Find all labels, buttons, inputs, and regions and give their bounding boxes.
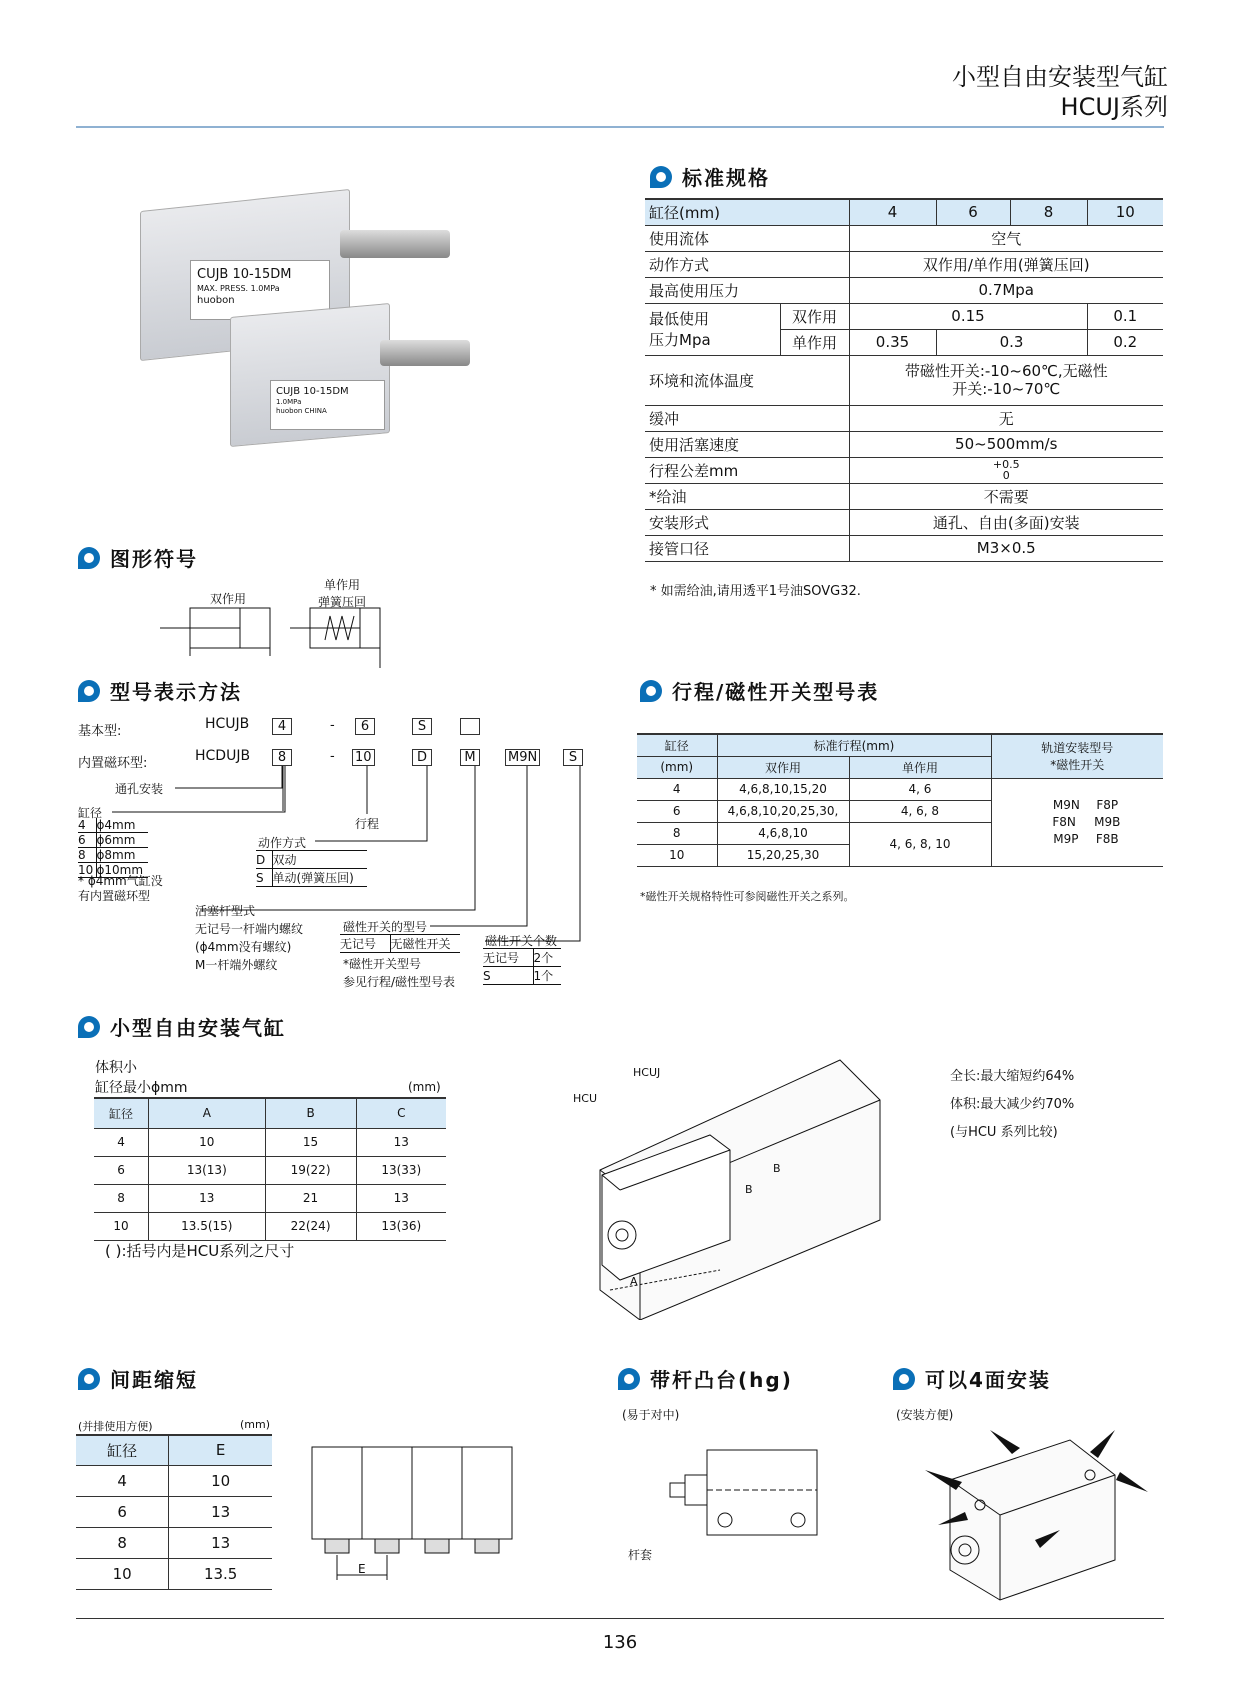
section-title: 图形符号: [110, 547, 198, 571]
pitch-diagram: [310, 1445, 520, 1585]
footer-rule: [76, 1618, 1164, 1619]
cell: 13: [356, 1128, 446, 1156]
label-model-2: CUJB 10-15DM: [276, 386, 349, 397]
cell: 13: [169, 1527, 272, 1558]
code: 无记号: [483, 949, 533, 967]
double-label: 双作用: [780, 303, 849, 329]
page-number: 136: [602, 1632, 638, 1653]
section-bullet-icon: [78, 1016, 100, 1038]
spec-value: 空气: [849, 225, 1163, 251]
section-bullet-icon: [78, 680, 100, 702]
spec-value: 50~500mm/s: [849, 431, 1163, 457]
cell: 15: [265, 1128, 356, 1156]
count-code-table: [483, 948, 561, 985]
code: 10: [78, 863, 96, 878]
label-press-value: 1.0MPa: [250, 284, 280, 293]
compact-table: [94, 1097, 446, 1241]
spec-key: 动作方式: [645, 251, 849, 277]
bore-header: 缸径(mm): [645, 199, 849, 225]
diag-b-big: B: [773, 1162, 781, 1175]
single-value-10: 0.2: [1087, 329, 1163, 355]
desc: 双动: [272, 851, 367, 869]
bore-4: 4: [849, 199, 936, 225]
spec-key: 安装形式: [645, 509, 849, 535]
cell: 4: [94, 1128, 149, 1156]
symbol-double-label: 双作用: [210, 592, 247, 606]
double-cell: 4,6,8,10: [717, 822, 849, 844]
section-boss: [618, 1364, 793, 1393]
bore-10: 10: [1087, 199, 1163, 225]
section-symbol: [78, 543, 198, 572]
desc: ϕ10mm: [96, 863, 148, 878]
compact-intro: 体积小 缸径最小ϕmm: [95, 1060, 188, 1096]
bore-title: 缸径: [78, 806, 103, 820]
magnet-code: HCDUJB: [195, 748, 251, 764]
basic-action-box: S: [412, 718, 432, 735]
header: C: [356, 1098, 446, 1128]
section-four-side: [893, 1364, 1051, 1393]
spec-value: 不需要: [849, 483, 1163, 509]
spec-key: 最高使用压力: [645, 277, 849, 303]
bore-code-table: [78, 818, 148, 878]
desc: ϕ6mm: [96, 833, 148, 848]
section-bullet-icon: [893, 1368, 915, 1390]
tolerance-label: 行程公差mm: [645, 457, 849, 483]
magnet-stroke-box: 10: [352, 749, 375, 766]
double-value: 0.15: [849, 303, 1087, 329]
switch-code-table: [340, 934, 460, 953]
header-std-stroke: 标准行程(mm): [717, 734, 991, 756]
bore-cell: 6: [637, 800, 717, 822]
count-title: 磁性开关个数: [485, 934, 558, 948]
magnet-count-box: S: [563, 749, 583, 766]
spec-key: 使用流体: [645, 225, 849, 251]
four-side-diagram: [920, 1420, 1160, 1605]
code: 4: [78, 818, 96, 833]
page-header: [952, 62, 1168, 122]
code: D: [256, 851, 272, 869]
magnet-dash: -: [330, 749, 335, 764]
section-title: 间距缩短: [110, 1368, 198, 1392]
double-cell: 4,6,8,10,20,25,30,: [717, 800, 849, 822]
section-compact: [78, 1012, 286, 1041]
spec-value: 0.7Mpa: [849, 277, 1163, 303]
double-cell: 15,20,25,30: [717, 844, 849, 866]
cell: 13(13): [149, 1156, 266, 1184]
label-model: CUJB 10-15DM: [197, 267, 292, 282]
cell: 19(22): [265, 1156, 356, 1184]
cell: 8: [76, 1527, 169, 1558]
cell: 10: [94, 1212, 149, 1240]
spec-note: * 如需给油,请用透平1号油SOVG32.: [650, 584, 861, 599]
section-title: 小型自由安装气缸: [110, 1016, 286, 1040]
basic-code: HCUJB: [205, 716, 250, 732]
diag-hcuj: HCUJ: [633, 1066, 661, 1079]
header-single: 单作用: [849, 756, 991, 778]
switch-note: *磁性开关型号 参见行程/磁性型号表: [343, 957, 456, 989]
section-bullet-icon: [78, 547, 100, 569]
stroke-note: 行程: [355, 817, 380, 831]
header-double: 双作用: [717, 756, 849, 778]
header: 缸径: [76, 1435, 169, 1465]
sleeve-label: 杆套: [628, 1548, 653, 1562]
compact-remarks: 全长:最大缩短约64% 体积:最大减少约70% (与HCU 系列比较): [950, 1069, 1075, 1140]
bore-6: 6: [936, 199, 1010, 225]
spec-table: [645, 198, 1163, 562]
diag-a: A: [630, 1275, 638, 1288]
single-value-4: 0.35: [849, 329, 936, 355]
desc: 2个: [533, 949, 561, 967]
section-model: [78, 676, 242, 705]
compact-unit: (mm): [408, 1080, 441, 1094]
cell: 13: [356, 1184, 446, 1212]
section-pitch: [78, 1364, 198, 1393]
pitch-note: (并排使用方便): [78, 1420, 153, 1433]
single-value: 0.3: [936, 329, 1087, 355]
spec-value: 通孔、自由(多面)安装: [849, 509, 1163, 535]
section-stroke: [640, 676, 879, 705]
spec-key: *给油: [645, 483, 849, 509]
temp-label: 环境和流体温度: [645, 355, 849, 405]
pitch-table: [76, 1434, 272, 1590]
bore-cell: 10: [637, 844, 717, 866]
symbol-single-label: 单作用 弹簧压回: [318, 578, 367, 609]
rod-boss-diagram: [665, 1445, 825, 1540]
rod-type-block: 活塞杆型式 无记号一杆端内螺纹 (ϕ4mm没有螺纹) M一杆端外螺纹: [195, 904, 304, 972]
header: B: [265, 1098, 356, 1128]
cell: 21: [265, 1184, 356, 1212]
code: S: [256, 869, 272, 887]
section-title: 标准规格: [682, 166, 770, 190]
code: 8: [78, 848, 96, 863]
cell: 10: [169, 1465, 272, 1496]
basic-bore-box: 4: [272, 718, 292, 735]
desc: 单动(弹簧压回): [272, 869, 367, 887]
magnet-switch-box: M9N: [505, 749, 540, 766]
cell: 4: [76, 1465, 169, 1496]
switch-list: M9N F8P F8N M9B M9P F8B: [991, 778, 1163, 866]
cell: 13.5: [169, 1558, 272, 1589]
header-switch: 轨道安装型号 *磁性开关: [991, 734, 1163, 778]
cell: 13(33): [356, 1156, 446, 1184]
code: S: [483, 967, 533, 985]
magnet-type-label: 内置磁环型:: [78, 756, 148, 771]
title-line1: 小型自由安装型气缸: [952, 63, 1168, 91]
header-unit: (mm): [637, 756, 717, 778]
spec-value: 无: [849, 405, 1163, 431]
compact-note: ( ):括号内是HCU系列之尺寸: [105, 1242, 295, 1260]
bore-footnote: * ϕ4mm气缸没 有内置磁环型: [78, 874, 163, 903]
double-value-10: 0.1: [1087, 303, 1163, 329]
min-pressure-label: 最低使用 压力Mpa: [645, 303, 780, 355]
pneumatic-symbol: [160, 600, 400, 675]
desc: ϕ4mm: [96, 818, 148, 833]
title-line2: HCUJ系列: [1060, 93, 1168, 121]
stroke-note: *磁性开关规格特性可参阅磁性开关之系列。: [640, 890, 855, 903]
bore-cell: 4: [637, 778, 717, 800]
through-hole-note: 通孔安装: [115, 782, 164, 796]
magnet-bore-box: 8: [272, 749, 292, 766]
spec-key: 使用活塞速度: [645, 431, 849, 457]
section-bullet-icon: [78, 1368, 100, 1390]
header: E: [169, 1435, 272, 1465]
spec-value: M3×0.5: [849, 535, 1163, 561]
label-brand: huobon: [197, 295, 235, 306]
magnet-rod-box: M: [460, 749, 480, 766]
cell: 10: [149, 1128, 266, 1156]
basic-rod-box: [460, 718, 480, 735]
header: A: [149, 1098, 266, 1128]
diag-hcu: HCU: [573, 1092, 598, 1105]
pitch-unit: (mm): [240, 1418, 271, 1431]
double-cell: 4,6,8,10,15,20: [717, 778, 849, 800]
diag-b-small: B: [745, 1183, 753, 1196]
label-press: MAX. PRESS.: [197, 284, 249, 293]
desc: 1个: [533, 967, 561, 985]
bore-8: 8: [1010, 199, 1087, 225]
cell: 6: [76, 1496, 169, 1527]
header: 缸径: [94, 1098, 149, 1128]
section-bullet-icon: [618, 1368, 640, 1390]
magnet-action-box: D: [412, 749, 432, 766]
cell: 8: [94, 1184, 149, 1212]
single-cell: 4, 6, 8: [849, 800, 991, 822]
boss-note: (易于对中): [622, 1408, 680, 1422]
code: 6: [78, 833, 96, 848]
temp-value: 带磁性开关:-10~60℃,无磁性 开关:-10~70℃: [849, 355, 1163, 405]
spec-key: 缓冲: [645, 405, 849, 431]
basic-stroke-box: 6: [355, 718, 375, 735]
spec-value: 双作用/单作用(弹簧压回): [849, 251, 1163, 277]
label-press-2: 1.0MPa: [276, 398, 302, 406]
header-bore: 缸径: [637, 734, 717, 756]
label-brand-2: huobon CHINA: [276, 407, 327, 415]
cell: 13: [149, 1184, 266, 1212]
cell: 22(24): [265, 1212, 356, 1240]
tolerance-value: +0.5 0: [849, 457, 1163, 483]
single-cell-merged: 4, 6, 8, 10: [849, 822, 991, 866]
basic-type-label: 基本型:: [78, 724, 122, 739]
section-title: 行程/磁性开关型号表: [672, 680, 880, 704]
section-title: 带杆凸台(hg): [650, 1368, 793, 1392]
switch-title: 磁性开关的型号: [343, 920, 428, 934]
cell: 13(36): [356, 1212, 446, 1240]
section-spec: [650, 162, 770, 191]
spec-key: 接管口径: [645, 535, 849, 561]
four-side-note: (安装方便): [896, 1408, 954, 1422]
section-bullet-icon: [640, 680, 662, 702]
desc: ϕ8mm: [96, 848, 148, 863]
stroke-switch-table: [637, 733, 1163, 867]
code: 无记号: [340, 935, 390, 953]
pitch-e-label: E: [358, 1562, 366, 1576]
cell: 13.5(15): [149, 1212, 266, 1240]
section-title: 可以4面安装: [925, 1368, 1051, 1392]
cell: 13: [169, 1496, 272, 1527]
section-title: 型号表示方法: [110, 680, 242, 704]
cell: 10: [76, 1558, 169, 1589]
action-title: 动作方式: [258, 836, 307, 850]
section-bullet-icon: [650, 166, 672, 188]
hcu-comparison-diagram: [560, 1050, 900, 1320]
basic-dash: -: [330, 718, 335, 733]
cell: 6: [94, 1156, 149, 1184]
single-label: 单作用: [780, 329, 849, 355]
product-photo: [130, 180, 510, 480]
desc: 无磁性开关: [390, 935, 460, 953]
header-rule: [76, 126, 1164, 128]
action-code-table: [256, 850, 367, 887]
single-cell: 4, 6: [849, 778, 991, 800]
bore-cell: 8: [637, 822, 717, 844]
